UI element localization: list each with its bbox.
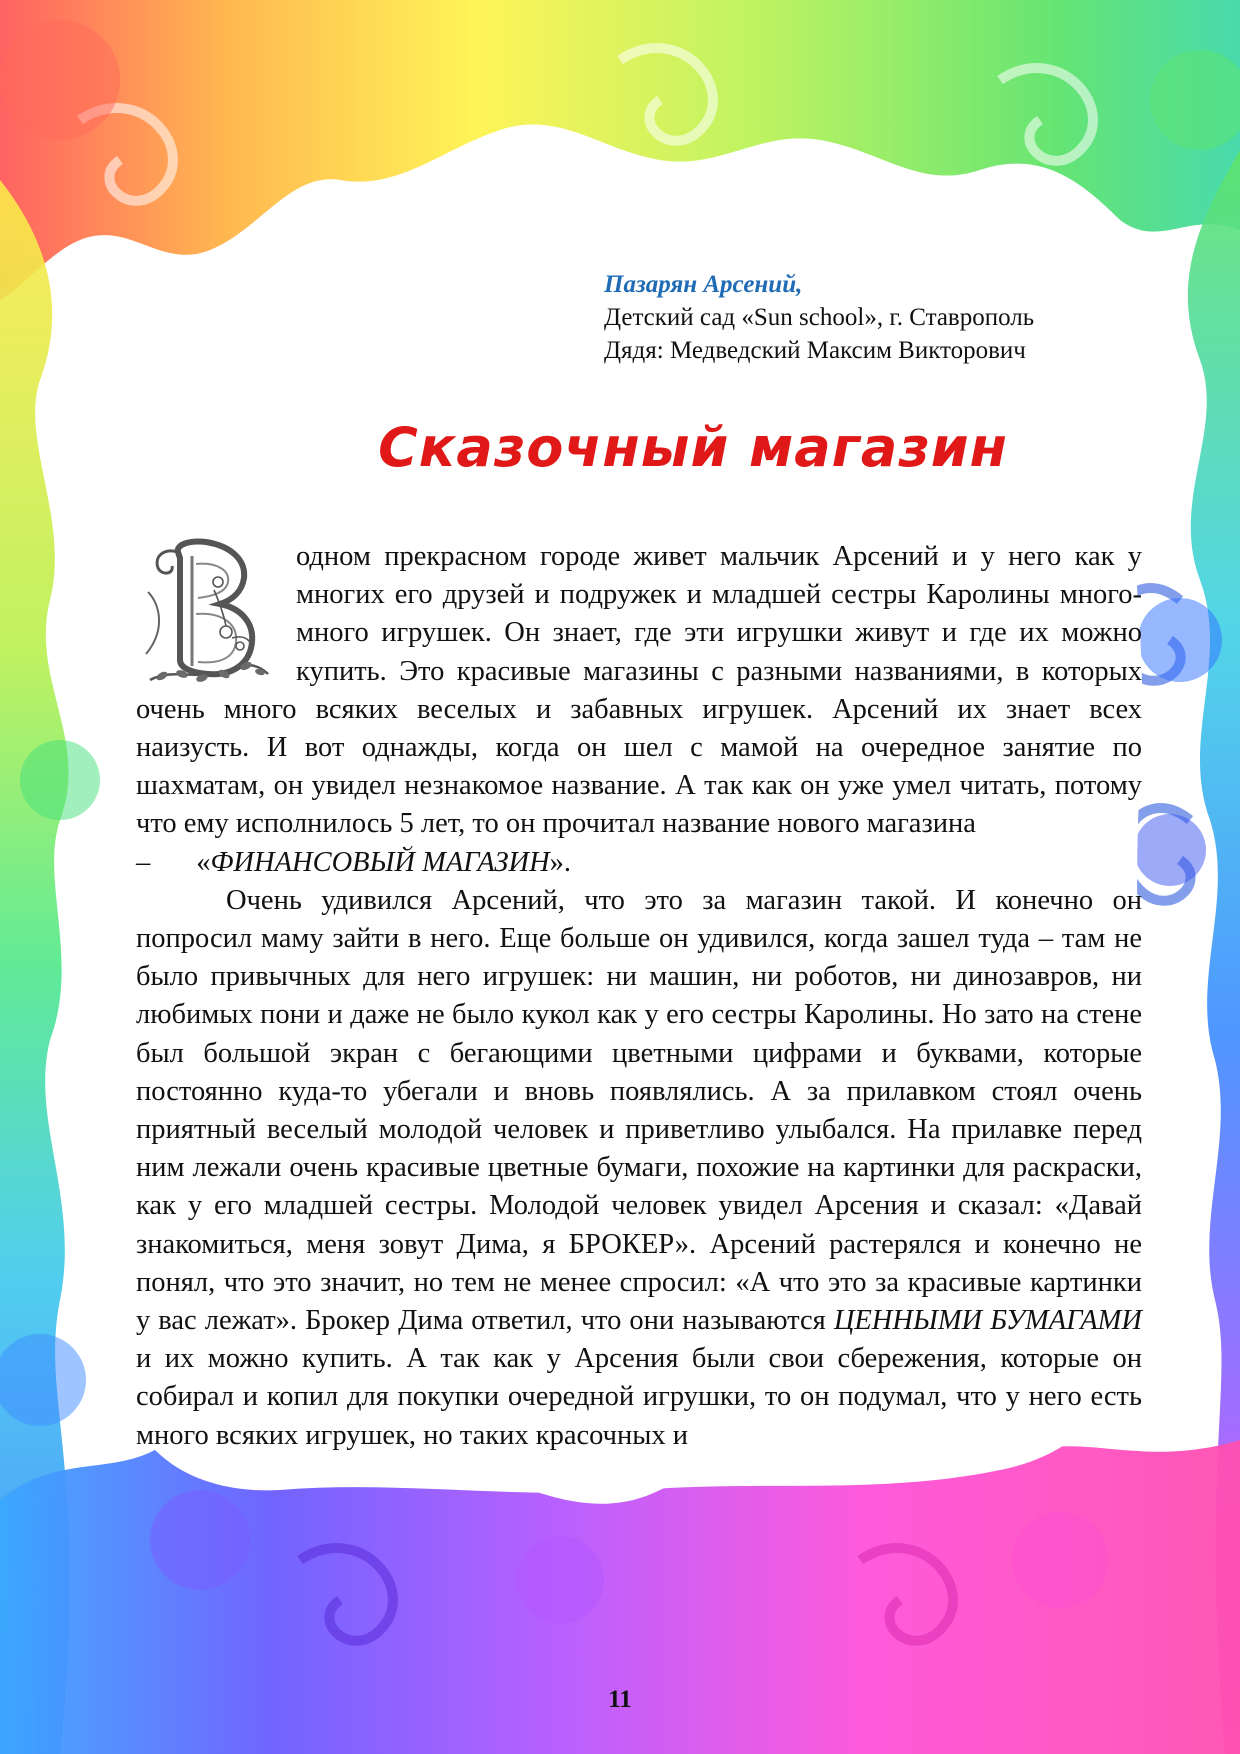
paragraph-1-text: одном прекрасном городе живет мальчик Арсений и у него как у многих его друзей и подружек и младшей сестры Каролины много-много игрушек. Он знает, где эти игрушки живут и где их можно купить. Это красивые магазины с разными названиями, в которых очень много всяких веселых и забавных игрушек. Арсений их знает всех наизусть. И вот однажды, когда он шел с мамой на очередное занятие по шахматам, он увидел незнакомое название. А так как он уже умел читать, потому что ему исполнилось 5 лет, то он прочитал название нового магазина: [136, 541, 1142, 840]
paragraph-2-text-a: Очень удивился Арсений, что это за магазин такой. И конечно он попросил маму зайти в него. Еще больше он удивился, когда зашел туда – там не было привычных для него игрушек: ни машин, ни роботов, ни динозавров, ни любимых пони и даже не было кукол как у его сестры Каролины. Но зато на стене был большой экран с бегающими цветными цифрами и буквами, которые постоянно куда-то убегали и вновь появлялись. А за прилавком стоял очень приятный веселый молодой человек и приветливо улыбался. На прилавке перед ним лежали очень красивые цветные бумаги, похожие на картинки для раскраски, как у его младшей сестры. Молодой человек увидел Арсения и сказал: «Давай знакомиться, меня зовут Дима, я БРОКЕР». Арсений растерялся и конечно не понял, что это значит, но тем не менее спросил: «А что это за красивые картинки у вас лежат». Брокер Дима ответил, что они называются: [136, 884, 1142, 1337]
quote-open: «: [196, 846, 211, 878]
store-name: ФИНАНСОВЫЙ МАГАЗИН: [210, 846, 550, 878]
author-school: Детский сад «Sun school», г. Ставрополь: [604, 304, 1035, 331]
paragraph-2: [136, 882, 1142, 1455]
paragraph-1-dash: –: [136, 846, 151, 878]
author-name: Пазарян Арсений,: [604, 271, 803, 298]
story-body: [136, 538, 1142, 1455]
paragraph-2-text-b: и их можно купить. А так как у Арсения были свои сбережения, которые он собирал и копил для покупки очередной игрушки, то он подумал, что у него есть много всяких игрушек, но таких красочных и: [136, 1343, 1142, 1451]
page-number: 11: [608, 1686, 632, 1713]
ornate-letter-v-icon: [136, 534, 276, 690]
paragraph-1: [136, 538, 1142, 882]
author-mentor: Дядя: Медведский Максим Викторович: [604, 337, 1026, 364]
author-block: [604, 268, 1164, 367]
story-title: Сказочный магазин: [378, 416, 1008, 479]
securities-term: ЦЕННЫМИ БУМАГАМИ: [833, 1305, 1142, 1337]
quote-close: ».: [549, 846, 572, 878]
